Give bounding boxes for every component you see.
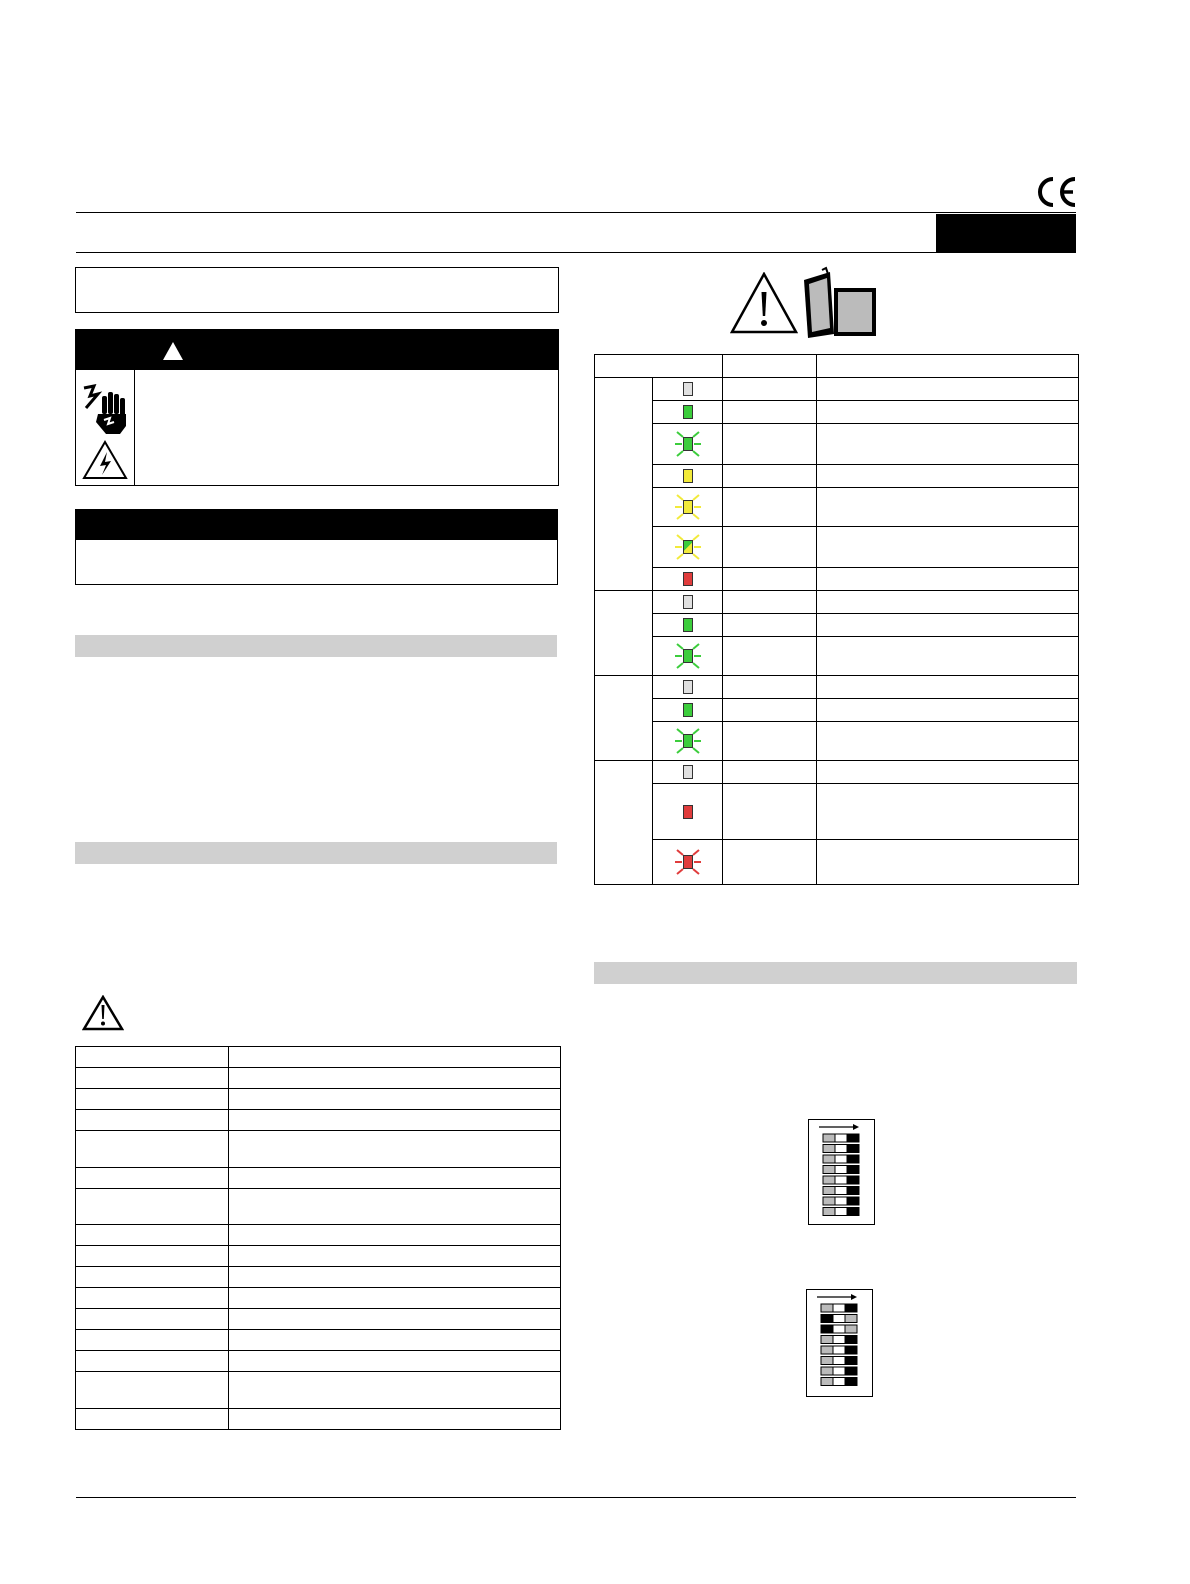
dip-switch-lever bbox=[823, 1187, 859, 1195]
led-indicator-cell bbox=[653, 614, 723, 637]
led-color-cell bbox=[723, 614, 817, 637]
led-description-cell bbox=[817, 568, 1079, 591]
table-row bbox=[76, 1047, 561, 1068]
led-indicator-cell bbox=[653, 488, 723, 527]
table-row bbox=[76, 1409, 561, 1430]
led-color-cell bbox=[723, 465, 817, 488]
dip-switch-lever bbox=[821, 1378, 857, 1386]
led-description-cell bbox=[817, 699, 1079, 722]
led-icon bbox=[683, 805, 693, 819]
caution-triangle-icon bbox=[82, 995, 124, 1031]
warning-box bbox=[75, 509, 558, 585]
table-row bbox=[595, 527, 1079, 568]
footer-rule bbox=[76, 1497, 1076, 1498]
led-description-cell bbox=[817, 424, 1079, 465]
dip-switch-lever bbox=[823, 1134, 859, 1142]
table-header-row bbox=[595, 355, 1079, 378]
warning-header-bar bbox=[76, 510, 557, 540]
read-manual-book-icon bbox=[800, 266, 878, 338]
led-icon bbox=[683, 405, 693, 419]
table-row bbox=[595, 378, 1079, 401]
led-indicator-cell bbox=[653, 378, 723, 401]
led-icon bbox=[683, 765, 693, 779]
dip-switch-lever bbox=[823, 1155, 859, 1163]
table-row bbox=[76, 1351, 561, 1372]
danger-header-bar bbox=[76, 330, 558, 370]
led-description-cell bbox=[817, 614, 1079, 637]
dip-switch-lever bbox=[821, 1367, 857, 1375]
led-description-cell bbox=[817, 784, 1079, 840]
dip-switch-lever bbox=[823, 1166, 859, 1174]
blinking-led-icon bbox=[675, 727, 701, 755]
led-group-cell bbox=[595, 676, 653, 761]
table-row bbox=[76, 1330, 561, 1351]
led-group-cell bbox=[595, 591, 653, 676]
dip-switch-lever bbox=[821, 1346, 857, 1354]
led-indicator-cell bbox=[653, 591, 723, 614]
led-color-cell bbox=[723, 676, 817, 699]
led-icon bbox=[683, 734, 693, 748]
dip-switch-lever bbox=[823, 1197, 859, 1205]
led-icon bbox=[683, 618, 693, 632]
ce-mark-logo bbox=[1034, 176, 1078, 208]
table-row bbox=[595, 637, 1079, 676]
led-icon bbox=[683, 703, 693, 717]
table-row bbox=[76, 1267, 561, 1288]
table-row bbox=[595, 424, 1079, 465]
led-description-cell bbox=[817, 676, 1079, 699]
high-voltage-triangle-icon bbox=[82, 440, 128, 480]
table-row bbox=[595, 840, 1079, 885]
led-color-cell bbox=[723, 784, 817, 840]
led-description-cell bbox=[817, 465, 1079, 488]
led-indicator-cell bbox=[653, 527, 723, 568]
blinking-led-icon bbox=[675, 642, 701, 670]
table-row bbox=[595, 568, 1079, 591]
header-rule-top bbox=[76, 212, 1076, 213]
led-indicator-cell bbox=[653, 699, 723, 722]
led-description-cell bbox=[817, 378, 1079, 401]
table-row bbox=[595, 722, 1079, 761]
warning-triangle-icon bbox=[162, 341, 184, 361]
led-color-cell bbox=[723, 424, 817, 465]
table-row bbox=[76, 1089, 561, 1110]
table-row bbox=[76, 1372, 561, 1409]
dip-switch-lever bbox=[823, 1208, 859, 1216]
led-description-cell bbox=[817, 761, 1079, 784]
led-description-cell bbox=[817, 591, 1079, 614]
section-heading-bar-1 bbox=[75, 635, 557, 657]
dip-switch-lever bbox=[823, 1176, 859, 1184]
led-indicator-cell bbox=[653, 568, 723, 591]
blinking-led-icon bbox=[675, 533, 701, 561]
led-icon bbox=[683, 572, 693, 586]
led-indicator-cell bbox=[653, 784, 723, 840]
led-icon bbox=[683, 382, 693, 396]
dip-switch-lever bbox=[821, 1315, 857, 1323]
table-row bbox=[76, 1110, 561, 1131]
table-row bbox=[595, 676, 1079, 699]
section-heading-bar-2 bbox=[75, 842, 557, 864]
led-color-cell bbox=[723, 840, 817, 885]
dip-switch-lever bbox=[821, 1336, 857, 1344]
led-description-cell bbox=[817, 488, 1079, 527]
led-color-cell bbox=[723, 488, 817, 527]
led-icon bbox=[683, 469, 693, 483]
led-description-cell bbox=[817, 527, 1079, 568]
table-row bbox=[76, 1168, 561, 1189]
table-row bbox=[76, 1225, 561, 1246]
table-row bbox=[76, 1246, 561, 1267]
led-icon bbox=[683, 680, 693, 694]
header-rule-bottom bbox=[76, 252, 1076, 253]
dip-switch-lever bbox=[821, 1325, 857, 1333]
led-description-cell bbox=[817, 637, 1079, 676]
led-indicator-cell bbox=[653, 676, 723, 699]
dip-switch-icon bbox=[808, 1119, 875, 1225]
table-row bbox=[595, 401, 1079, 424]
table-row bbox=[595, 488, 1079, 527]
led-group-cell bbox=[595, 761, 653, 885]
dip-switch-drawing bbox=[809, 1120, 872, 1222]
blinking-led-icon bbox=[675, 430, 701, 458]
danger-box bbox=[75, 329, 559, 486]
caution-triangle-icon bbox=[730, 272, 798, 334]
led-indicator-cell bbox=[653, 637, 723, 676]
led-icon bbox=[683, 855, 693, 869]
table-row bbox=[595, 465, 1079, 488]
dip-switch-drawing bbox=[807, 1290, 870, 1392]
led-indicator-cell bbox=[653, 424, 723, 465]
table-row bbox=[76, 1068, 561, 1089]
led-indicator-cell bbox=[653, 840, 723, 885]
table-row bbox=[595, 699, 1079, 722]
led-icon bbox=[683, 595, 693, 609]
led-color-cell bbox=[723, 761, 817, 784]
led-indicator-cell bbox=[653, 722, 723, 761]
led-indicator-cell bbox=[653, 761, 723, 784]
led-color-cell bbox=[723, 527, 817, 568]
table-row bbox=[76, 1288, 561, 1309]
led-description-cell bbox=[817, 722, 1079, 761]
specifications-table bbox=[75, 1046, 561, 1430]
led-color-cell bbox=[723, 591, 817, 614]
arrow-head-icon bbox=[851, 1294, 857, 1300]
led-indicator-cell bbox=[653, 401, 723, 424]
table-row bbox=[76, 1309, 561, 1330]
intro-box bbox=[75, 267, 559, 313]
led-icon bbox=[683, 649, 693, 663]
dip-switch-lever bbox=[821, 1357, 857, 1365]
table-row bbox=[595, 591, 1079, 614]
led-color-cell bbox=[723, 699, 817, 722]
led-description-cell bbox=[817, 401, 1079, 424]
led-status-table bbox=[594, 354, 1079, 885]
table-row bbox=[76, 1131, 561, 1168]
table-row bbox=[595, 614, 1079, 637]
dip-switch-lever bbox=[821, 1304, 857, 1312]
led-icon bbox=[683, 500, 693, 514]
blinking-led-icon bbox=[675, 493, 701, 521]
table-row bbox=[595, 784, 1079, 840]
led-group-cell bbox=[595, 378, 653, 591]
arrow-head-icon bbox=[853, 1124, 859, 1130]
dip-switch-icon bbox=[806, 1289, 873, 1397]
danger-icon-column bbox=[76, 370, 135, 485]
led-color-cell bbox=[723, 568, 817, 591]
led-color-cell bbox=[723, 401, 817, 424]
led-icon bbox=[683, 540, 693, 554]
dip-switch-lever bbox=[823, 1145, 859, 1153]
led-description-cell bbox=[817, 840, 1079, 885]
table-row bbox=[76, 1189, 561, 1225]
header-tab-block bbox=[936, 214, 1076, 252]
led-color-cell bbox=[723, 637, 817, 676]
section-heading-bar-3 bbox=[594, 962, 1077, 984]
hand-shock-icon bbox=[80, 384, 130, 436]
led-icon bbox=[683, 437, 693, 451]
table-row bbox=[595, 761, 1079, 784]
led-indicator-cell bbox=[653, 465, 723, 488]
led-color-cell bbox=[723, 722, 817, 761]
blinking-led-icon bbox=[675, 848, 701, 876]
led-color-cell bbox=[723, 378, 817, 401]
